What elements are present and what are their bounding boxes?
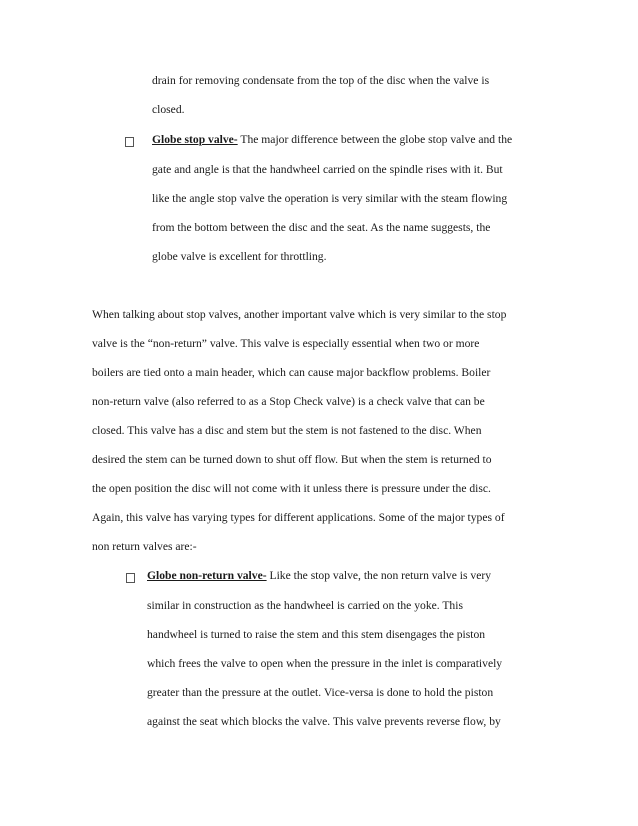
- text-span: The major difference between the globe stop valve and the: [237, 133, 513, 146]
- bullet-first-line: [152, 133, 512, 147]
- text-line: greater than the pressure at the outlet. Vice-versa is done to hold the piston: [147, 686, 494, 699]
- text-line: drain for removing condensate from the top of the disc when the valve is: [152, 74, 490, 87]
- bullet-first-line: [147, 569, 491, 583]
- paragraph-line: valve is the “non-return” valve. This valve is especially essential when two or more: [92, 337, 480, 350]
- term-globe-non-return-valve: Globe non-return valve-: [147, 569, 267, 582]
- paragraph-line: the open position the disc will not come with it unless there is pressure under the disc.: [92, 482, 491, 495]
- bullet-marker-icon: [125, 137, 134, 147]
- text-line: like the angle stop valve the operation is very similar with the steam flowing: [152, 192, 508, 205]
- paragraph-line: When talking about stop valves, another important valve which is very similar to the stop: [92, 308, 507, 321]
- paragraph-line: non-return valve (also referred to as a Stop Check valve) is a check valve that can be: [92, 395, 485, 408]
- text-line: globe valve is excellent for throttling.: [152, 250, 327, 263]
- term-globe-stop-valve: Globe stop valve-: [152, 133, 238, 146]
- text-line: from the bottom between the disc and the seat. As the name suggests, the: [152, 221, 491, 234]
- bullet-marker-icon: [126, 573, 135, 583]
- paragraph-line: boilers are tied onto a main header, which can cause major backflow problems. Boiler: [92, 366, 491, 379]
- text-line: closed.: [152, 103, 185, 116]
- text-line: which frees the valve to open when the pressure in the inlet is comparatively: [147, 657, 503, 670]
- paragraph-line: non return valves are:-: [92, 540, 197, 553]
- text-span: Like the stop valve, the non return valve is very: [266, 569, 491, 582]
- text-line: gate and angle is that the handwheel carried on the spindle rises with it. But: [152, 163, 503, 176]
- text-line: against the seat which blocks the valve. This valve prevents reverse flow, by: [147, 715, 501, 728]
- paragraph-line: Again, this valve has varying types for different applications. Some of the major types of: [92, 511, 505, 524]
- text-line: similar in construction as the handwheel is carried on the yoke. This: [147, 599, 463, 612]
- text-line: handwheel is turned to raise the stem and this stem disengages the piston: [147, 628, 486, 641]
- paragraph-line: desired the stem can be turned down to shut off flow. But when the stem is returned to: [92, 453, 492, 466]
- paragraph-line: closed. This valve has a disc and stem but the stem is not fastened to the disc. When: [92, 424, 482, 437]
